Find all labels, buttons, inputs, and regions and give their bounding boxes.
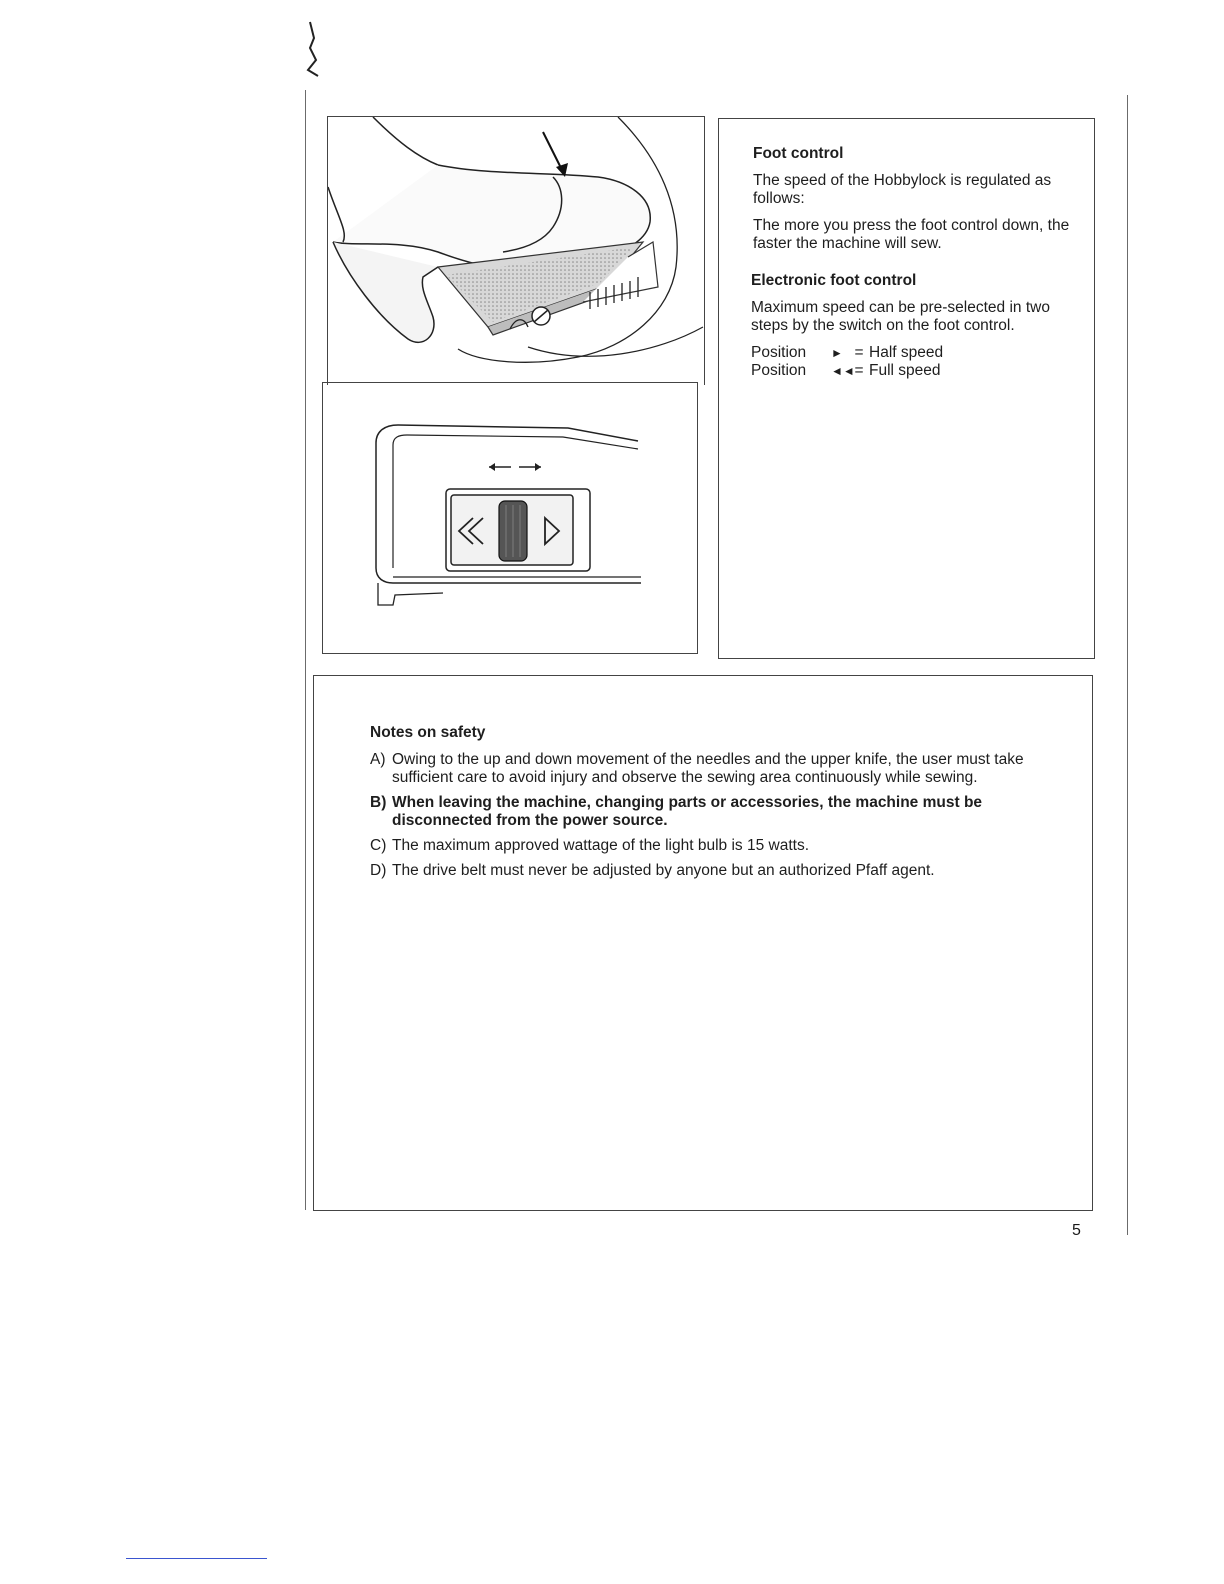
note-letter: B) [370,794,387,811]
note-text: The maximum approved wattage of the light bulb is 15 watts. [392,837,809,854]
safety-note [370,862,1050,880]
position-label: Position [751,344,807,361]
binding-edge-left [305,90,306,1210]
foot-control-para-1: The speed of the Hobbylock is regulated as follows: [753,172,1052,207]
foot-control-section [753,145,1073,262]
speed-switch-illustration [322,382,698,654]
safety-note [370,837,1050,855]
note-text: The drive belt must never be adjusted by anyone but an authorized Pfaff agent. [392,862,935,879]
foot-control-text-box [718,118,1095,659]
equals-sign: = [854,362,864,379]
equals-sign: = [854,344,864,361]
binding-edge-right [1127,95,1128,1235]
note-letter: A) [370,751,386,768]
note-letter: D) [370,862,387,879]
half-speed-symbol-icon: ► [831,346,843,360]
safety-notes [370,724,1050,887]
note-text: Owing to the up and down movement of the needles and the upper knife, the user must take sufficient care to avoid injury and observe the sewing area continuously while sewing. [392,751,1024,786]
scan-mark-top [300,20,330,80]
page-number: 5 [1072,1222,1081,1239]
safety-note [370,794,1050,830]
foot-pedal-drawing [328,117,704,385]
position-value: Full speed [869,362,941,379]
electronic-foot-control-section [751,272,1071,380]
position-full-speed [751,362,1071,380]
full-speed-symbol-icon: ◄◄ [831,364,855,378]
safety-notes-box [313,675,1093,1211]
note-letter: C) [370,837,387,854]
safety-note [370,751,1050,787]
position-label: Position [751,362,807,379]
speed-switch-drawing [323,383,697,653]
note-text: When leaving the machine, changing parts or accessories, the machine must be disconnected from the power source. [392,794,983,829]
position-value: Half speed [869,344,944,361]
position-half-speed [751,344,1071,362]
foot-control-para-2: The more you press the foot control down, the faster the machine will sew. [753,217,1070,252]
scan-underline [126,1558,267,1559]
electronic-foot-control-para: Maximum speed can be pre-selected in two steps by the switch on the foot control. [751,299,1050,334]
foot-pedal-illustration [327,116,705,385]
foot-control-heading: Foot control [753,145,844,162]
electronic-foot-control-heading: Electronic foot control [751,272,917,289]
safety-heading: Notes on safety [370,724,486,741]
